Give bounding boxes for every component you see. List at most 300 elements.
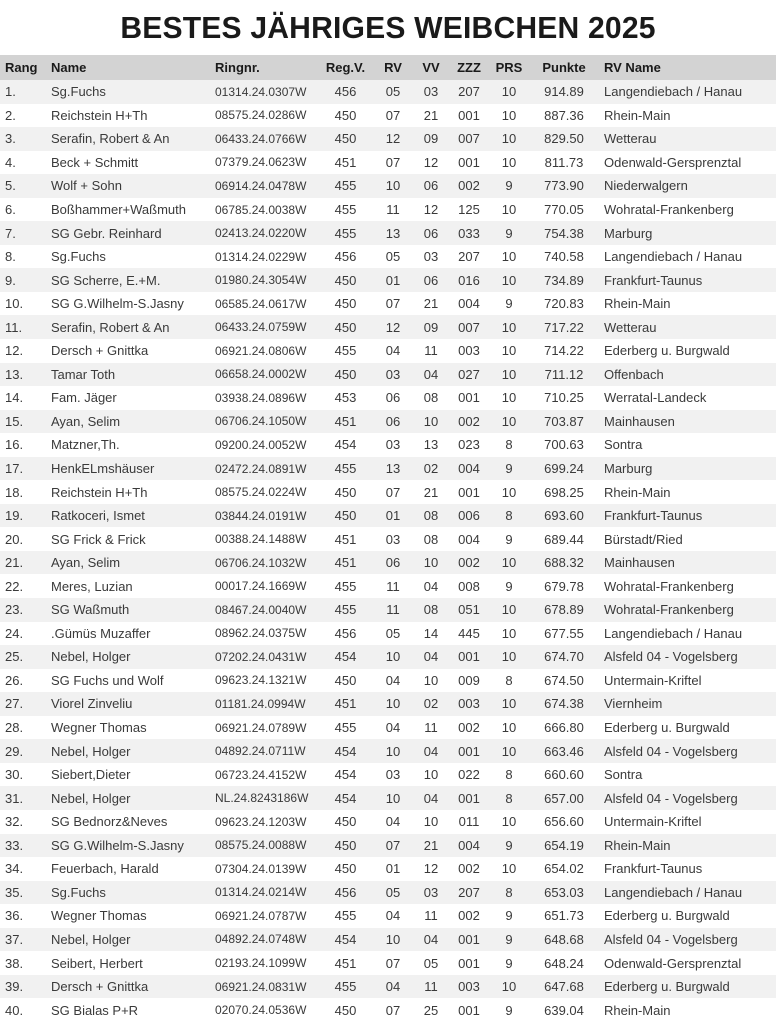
cell-ringnr: 06433.24.0766W (215, 131, 307, 146)
cell-zzz: 008 (458, 578, 480, 594)
cell-zzz: 207 (458, 84, 480, 100)
cell-vv: 09 (423, 131, 439, 147)
table-row (0, 292, 776, 316)
cell-name: Wolf + Sohn (51, 178, 122, 194)
cell-regv: 450 (334, 861, 357, 877)
cell-rang: 11. (5, 319, 23, 335)
cell-regv: 450 (334, 1002, 357, 1018)
cell-prs: 10 (501, 343, 517, 359)
cell-name: HenkELmshäuser (51, 461, 155, 477)
cell-name: Boßhammer+Waßmuth (51, 202, 186, 217)
cell-punkte: 734.89 (544, 272, 584, 288)
cell-regv: 455 (334, 720, 357, 736)
cell-regv: 456 (334, 84, 357, 100)
cell-regv: 455 (334, 225, 357, 241)
cell-rv: 06 (385, 555, 401, 571)
cell-punkte: 660.60 (544, 767, 584, 783)
cell-regv: 450 (334, 508, 357, 524)
cell-regv: 450 (334, 272, 357, 288)
cell-punkte: 887.36 (544, 107, 584, 123)
cell-vv: 13 (423, 437, 439, 453)
cell-regv: 454 (334, 649, 357, 665)
cell-rang: 34. (5, 861, 24, 877)
cell-zzz: 003 (458, 696, 480, 712)
cell-prs: 10 (501, 390, 517, 406)
cell-punkte: 740.58 (544, 249, 584, 265)
cell-rv: 04 (385, 908, 401, 924)
cell-prs: 9 (505, 1002, 513, 1018)
table-row (0, 363, 776, 387)
cell-rvname: Marburg (604, 225, 653, 241)
cell-regv: 455 (334, 979, 357, 995)
cell-regv: 450 (334, 672, 357, 688)
table-row (0, 951, 776, 975)
cell-punkte: 720.83 (544, 296, 584, 312)
table-row (0, 881, 776, 905)
cell-rang: 5. (5, 178, 16, 194)
cell-punkte: 674.70 (544, 649, 584, 665)
cell-prs: 10 (501, 366, 517, 382)
cell-rang: 20. (5, 531, 24, 547)
cell-rv: 03 (385, 767, 401, 783)
column-header-vv: VV (422, 60, 440, 75)
cell-rvname: Wohratal-Frankenberg (604, 578, 734, 594)
table-row (0, 221, 776, 245)
cell-punkte: 677.55 (544, 625, 584, 641)
cell-rvname: Sontra (604, 767, 643, 783)
cell-ringnr: 02413.24.0220W (215, 226, 307, 241)
cell-rvname: Untermain-Kriftel (604, 672, 702, 688)
cell-regv: 456 (334, 249, 357, 265)
cell-regv: 450 (334, 366, 357, 382)
table-row (0, 410, 776, 434)
table-row (0, 127, 776, 151)
cell-rv: 05 (385, 625, 401, 641)
table-row (0, 527, 776, 551)
table-row (0, 928, 776, 952)
cell-punkte: 914.89 (544, 84, 584, 100)
cell-name: SG Scherre, E.+M. (51, 272, 161, 288)
cell-rang: 3. (5, 131, 16, 147)
cell-vv: 03 (423, 84, 439, 100)
cell-rv: 07 (385, 296, 401, 312)
cell-rv: 12 (385, 319, 401, 335)
cell-ringnr: 06706.24.1032W (215, 555, 307, 570)
cell-zzz: 027 (458, 366, 480, 382)
cell-rvname: Langendiebach / Hanau (604, 625, 743, 641)
cell-ringnr: 02472.24.0891W (215, 461, 307, 476)
ranking-table (0, 55, 776, 1022)
cell-rvname: Frankfurt-Taunus (604, 272, 703, 288)
cell-zzz: 004 (458, 296, 480, 312)
cell-name: Nebel, Holger (51, 790, 131, 806)
cell-name: SG Bednorz&Neves (51, 814, 168, 830)
cell-prs: 10 (501, 720, 517, 736)
table-row (0, 457, 776, 481)
cell-regv: 456 (334, 625, 357, 641)
cell-zzz: 007 (458, 131, 480, 147)
cell-ringnr: 01314.24.0307W (215, 84, 307, 99)
cell-prs: 10 (501, 649, 517, 665)
cell-zzz: 002 (458, 720, 480, 736)
cell-prs: 9 (505, 531, 513, 547)
cell-vv: 10 (423, 413, 439, 429)
table-row (0, 551, 776, 575)
cell-rang: 19. (5, 508, 24, 524)
cell-rv: 03 (385, 366, 401, 382)
table-row (0, 504, 776, 528)
table-header-row (0, 55, 776, 80)
table-row (0, 716, 776, 740)
table-row (0, 433, 776, 457)
cell-punkte: 770.05 (544, 202, 584, 217)
cell-rv: 04 (385, 814, 401, 830)
cell-ringnr: 06658.24.0002W (215, 367, 307, 382)
cell-rang: 26. (5, 672, 24, 688)
cell-ringnr: 06921.24.0831W (215, 979, 307, 994)
cell-rv: 07 (385, 107, 401, 123)
cell-rvname: Mainhausen (604, 413, 675, 429)
cell-rv: 04 (385, 343, 401, 359)
cell-vv: 08 (423, 602, 439, 618)
cell-name: Ratkoceri, Ismet (51, 508, 145, 524)
cell-zzz: 004 (458, 461, 480, 477)
cell-prs: 10 (501, 555, 517, 571)
cell-rang: 12. (5, 343, 24, 359)
cell-prs: 9 (505, 296, 513, 312)
cell-punkte: 699.24 (544, 461, 584, 477)
cell-ringnr: 03844.24.0191W (215, 508, 307, 523)
cell-rv: 01 (385, 508, 401, 524)
cell-name: Sg.Fuchs (51, 884, 106, 900)
cell-rang: 33. (5, 837, 24, 853)
cell-rvname: Wetterau (604, 319, 657, 335)
cell-vv: 21 (423, 107, 439, 123)
cell-name: Reichstein H+Th (51, 107, 148, 123)
cell-rv: 05 (385, 84, 401, 100)
cell-prs: 10 (501, 413, 517, 429)
cell-vv: 04 (423, 649, 439, 665)
cell-rv: 12 (385, 131, 401, 147)
table-row (0, 975, 776, 999)
cell-zzz: 001 (458, 743, 480, 759)
cell-prs: 10 (501, 154, 517, 170)
cell-name: Fam. Jäger (51, 390, 117, 406)
cell-vv: 11 (424, 720, 438, 736)
cell-rvname: Langendiebach / Hanau (604, 84, 743, 100)
cell-name: SG Fuchs und Wolf (51, 672, 164, 688)
cell-ringnr: 09623.24.1203W (215, 814, 307, 829)
cell-zzz: 445 (458, 625, 480, 641)
cell-punkte: 773.90 (544, 178, 584, 194)
cell-regv: 455 (334, 202, 357, 217)
cell-zzz: 001 (458, 931, 480, 947)
cell-ringnr: 03938.24.0896W (215, 390, 307, 405)
cell-rang: 15. (5, 413, 24, 429)
cell-prs: 9 (505, 955, 513, 971)
table-row (0, 786, 776, 810)
cell-ringnr: 08575.24.0286W (215, 108, 307, 123)
cell-punkte: 714.22 (544, 343, 584, 359)
cell-rang: 10. (5, 296, 24, 312)
cell-name: Seibert, Herbert (51, 955, 143, 971)
cell-zzz: 002 (458, 908, 480, 924)
cell-vv: 10 (423, 814, 439, 830)
cell-rang: 36. (5, 908, 24, 924)
cell-prs: 8 (505, 437, 513, 453)
cell-rvname: Langendiebach / Hanau (604, 249, 743, 265)
table-row (0, 315, 776, 339)
cell-regv: 454 (334, 790, 357, 806)
cell-rang: 1. (5, 84, 16, 100)
cell-prs: 10 (501, 249, 517, 265)
cell-vv: 04 (423, 578, 439, 594)
cell-rv: 13 (385, 225, 401, 241)
cell-rv: 04 (385, 979, 401, 995)
cell-name: Reichstein H+Th (51, 484, 148, 500)
cell-punkte: 666.80 (544, 720, 584, 736)
cell-zzz: 001 (458, 1002, 480, 1018)
cell-prs: 9 (505, 178, 513, 194)
cell-regv: 455 (334, 178, 357, 194)
cell-regv: 454 (334, 437, 357, 453)
cell-rvname: Ederberg u. Burgwald (604, 908, 730, 924)
table-row (0, 245, 776, 269)
cell-ringnr: 01314.24.0229W (215, 249, 307, 264)
cell-ringnr: 06723.24.4152W (215, 767, 307, 782)
cell-ringnr: 07379.24.0623W (215, 155, 307, 170)
cell-rvname: Langendiebach / Hanau (604, 884, 743, 900)
cell-zzz: 002 (458, 861, 480, 877)
cell-punkte: 698.25 (544, 484, 584, 500)
cell-prs: 8 (505, 672, 513, 688)
cell-prs: 9 (505, 908, 513, 924)
column-header-prs: PRS (495, 60, 523, 75)
cell-zzz: 016 (458, 272, 480, 288)
cell-vv: 25 (423, 1002, 439, 1018)
cell-rang: 23. (5, 602, 24, 618)
cell-prs: 10 (501, 979, 517, 995)
cell-prs: 10 (501, 202, 517, 217)
cell-rang: 16. (5, 437, 24, 453)
cell-ringnr: 08962.24.0375W (215, 626, 307, 641)
cell-zzz: 001 (458, 154, 480, 170)
cell-rang: 39. (5, 979, 24, 995)
cell-rv: 01 (385, 272, 401, 288)
cell-ringnr: 07202.24.0431W (215, 649, 307, 664)
cell-regv: 453 (334, 390, 357, 406)
cell-name: Wegner Thomas (51, 908, 147, 924)
cell-rvname: Werratal-Landeck (604, 390, 707, 406)
cell-ringnr: 01314.24.0214W (215, 885, 307, 900)
cell-rv: 10 (385, 790, 401, 806)
cell-rang: 25. (5, 649, 24, 665)
cell-vv: 06 (423, 178, 439, 194)
table-row (0, 80, 776, 104)
cell-vv: 04 (423, 743, 439, 759)
cell-rv: 05 (385, 249, 401, 265)
cell-zzz: 003 (458, 343, 480, 359)
cell-rang: 32. (5, 814, 24, 830)
cell-ringnr: 08575.24.0224W (215, 485, 307, 500)
cell-punkte: 811.73 (544, 154, 584, 170)
cell-rv: 10 (385, 743, 401, 759)
cell-rvname: Rhein-Main (604, 296, 671, 312)
cell-rvname: Wetterau (604, 131, 657, 147)
cell-regv: 454 (334, 767, 357, 783)
cell-regv: 451 (334, 154, 357, 170)
cell-vv: 02 (423, 696, 439, 712)
cell-rvname: Wohratal-Frankenberg (604, 202, 734, 217)
cell-regv: 455 (334, 578, 357, 594)
cell-regv: 450 (334, 131, 357, 147)
cell-vv: 12 (423, 154, 439, 170)
cell-regv: 451 (334, 696, 357, 712)
table-row (0, 998, 776, 1022)
cell-regv: 455 (334, 461, 357, 477)
cell-ringnr: 06921.24.0789W (215, 720, 307, 735)
cell-ringnr: 06785.24.0038W (215, 202, 307, 217)
cell-name: SG G.Wilhelm-S.Jasny (51, 296, 184, 312)
cell-rvname: Ederberg u. Burgwald (604, 979, 730, 995)
cell-name: Viorel Zinveliu (51, 696, 133, 712)
cell-punkte: 689.44 (544, 531, 584, 547)
table-row (0, 480, 776, 504)
cell-zzz: 001 (458, 107, 480, 123)
cell-zzz: 009 (458, 672, 480, 688)
cell-vv: 21 (423, 296, 439, 312)
cell-rvname: Frankfurt-Taunus (604, 861, 703, 877)
table-row (0, 645, 776, 669)
cell-rvname: Bürstadt/Ried (604, 531, 683, 547)
cell-prs: 10 (501, 131, 517, 147)
cell-punkte: 654.19 (544, 837, 584, 853)
table-body (0, 80, 776, 1022)
cell-regv: 454 (334, 931, 357, 947)
table-row (0, 857, 776, 881)
cell-punkte: 648.68 (544, 931, 584, 947)
cell-rang: 8. (5, 249, 16, 265)
cell-zzz: 023 (458, 437, 480, 453)
cell-prs: 10 (501, 743, 517, 759)
cell-vv: 05 (423, 955, 439, 971)
cell-rv: 07 (385, 484, 401, 500)
cell-rang: 6. (5, 202, 16, 217)
cell-rang: 27. (5, 696, 24, 712)
column-header-ringnr: Ringnr. (215, 60, 260, 75)
cell-vv: 08 (423, 390, 439, 406)
cell-rv: 01 (385, 861, 401, 877)
cell-regv: 454 (334, 743, 357, 759)
column-header-rv: RV (384, 60, 402, 75)
table-row (0, 574, 776, 598)
cell-rang: 2. (5, 107, 16, 123)
cell-rang: 30. (5, 767, 24, 783)
cell-rang: 40. (5, 1002, 24, 1018)
cell-name: Meres, Luzian (51, 578, 133, 594)
cell-rvname: Alsfeld 04 - Vogelsberg (604, 649, 738, 665)
cell-prs: 9 (505, 461, 513, 477)
cell-name: Ayan, Selim (51, 555, 121, 571)
table-row (0, 598, 776, 622)
cell-ringnr: 06921.24.0787W (215, 908, 307, 923)
cell-rvname: Rhein-Main (604, 1002, 671, 1018)
cell-rv: 07 (385, 955, 401, 971)
cell-punkte: 754.38 (544, 225, 584, 241)
cell-regv: 450 (334, 296, 357, 312)
cell-prs: 10 (501, 814, 517, 830)
cell-regv: 451 (334, 413, 357, 429)
cell-ringnr: 02193.24.1099W (215, 956, 307, 970)
cell-rvname: Sontra (604, 437, 643, 453)
cell-regv: 455 (334, 908, 357, 924)
cell-rang: 38. (5, 955, 24, 971)
cell-zzz: 004 (458, 837, 480, 853)
cell-punkte: 700.63 (544, 437, 584, 453)
cell-prs: 10 (501, 107, 517, 123)
cell-rang: 7. (5, 225, 16, 241)
table-row (0, 386, 776, 410)
cell-vv: 04 (423, 790, 439, 806)
cell-rvname: Odenwald-Gersprenztal (604, 955, 742, 971)
cell-rv: 03 (385, 531, 401, 547)
cell-zzz: 002 (458, 178, 480, 194)
cell-regv: 451 (334, 955, 357, 971)
cell-ringnr: 04892.24.0748W (215, 932, 307, 947)
cell-rang: 18. (5, 484, 24, 500)
cell-vv: 04 (423, 931, 439, 947)
cell-regv: 455 (334, 602, 357, 618)
cell-prs: 9 (505, 225, 513, 241)
cell-ringnr: 01181.24.0994W (215, 696, 306, 711)
table-row (0, 174, 776, 198)
cell-prs: 9 (505, 931, 513, 947)
cell-zzz: 004 (458, 531, 480, 547)
cell-rvname: Alsfeld 04 - Vogelsberg (604, 743, 738, 759)
cell-name: Nebel, Holger (51, 649, 131, 665)
cell-vv: 10 (423, 672, 439, 688)
cell-ringnr: 06706.24.1050W (215, 414, 307, 429)
cell-rvname: Viernheim (604, 696, 663, 712)
cell-prs: 10 (501, 861, 517, 877)
cell-punkte: 663.46 (544, 743, 584, 759)
cell-regv: 450 (334, 319, 357, 335)
cell-zzz: 207 (458, 249, 480, 265)
cell-punkte: 717.22 (544, 319, 584, 335)
cell-ringnr: 00017.24.1669W (215, 579, 307, 594)
cell-name: Beck + Schmitt (51, 154, 139, 170)
cell-rv: 10 (385, 931, 401, 947)
cell-name: Dersch + Gnittka (51, 343, 149, 359)
cell-name: .Gümüs Muzaffer (51, 625, 151, 641)
cell-vv: 03 (423, 884, 439, 900)
cell-prs: 10 (501, 319, 517, 335)
column-header-zzz: ZZZ (457, 60, 481, 75)
cell-ringnr: 01980.24.3054W (215, 273, 307, 288)
cell-punkte: 678.89 (544, 602, 584, 618)
table-row (0, 104, 776, 128)
cell-punkte: 688.32 (544, 555, 584, 571)
cell-name: SG G.Wilhelm-S.Jasny (51, 837, 184, 853)
cell-prs: 9 (505, 837, 513, 853)
cell-ringnr: 07304.24.0139W (215, 861, 307, 876)
cell-regv: 450 (334, 837, 357, 853)
cell-vv: 11 (424, 908, 438, 924)
cell-rvname: Marburg (604, 461, 653, 477)
cell-name: SG Frick & Frick (51, 531, 146, 547)
cell-zzz: 001 (458, 390, 480, 406)
cell-punkte: 679.78 (544, 578, 584, 594)
